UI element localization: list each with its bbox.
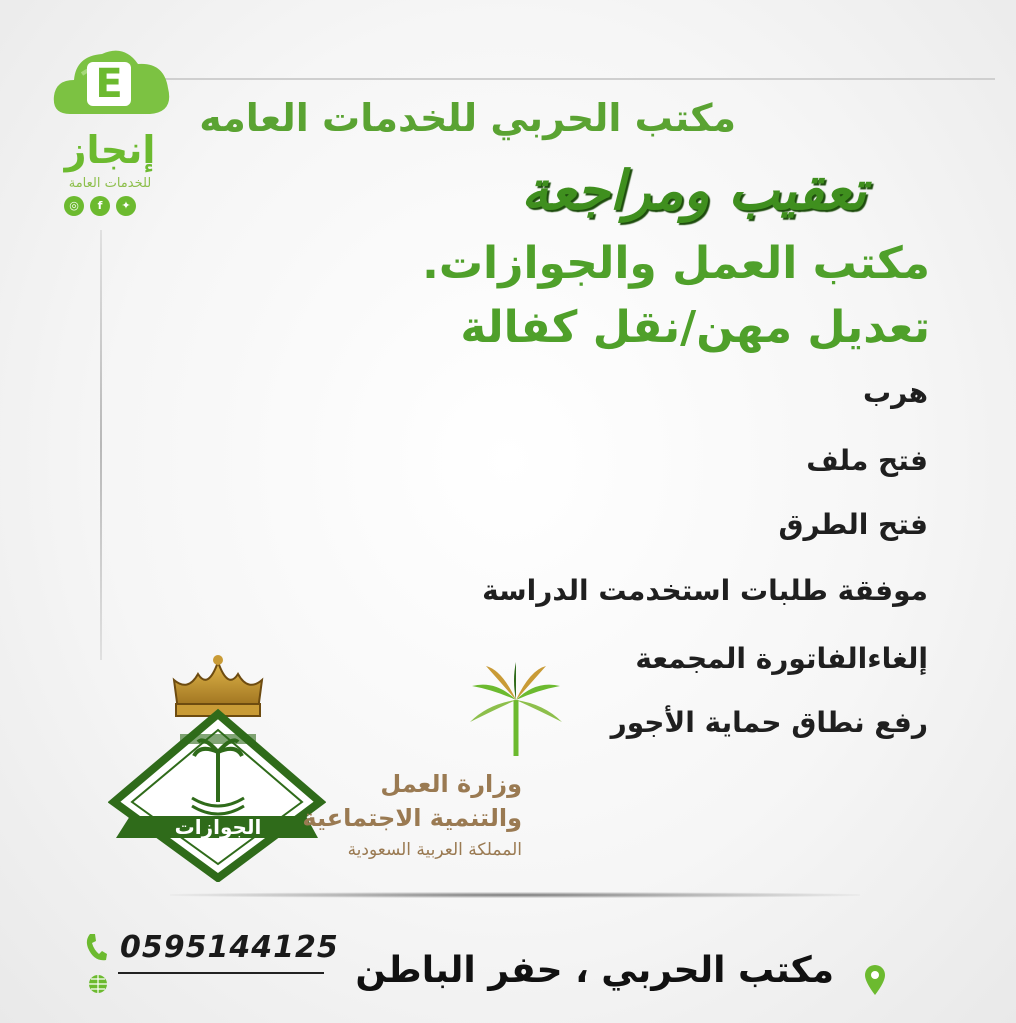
- ministry-name-line1: وزارة العمل: [380, 770, 522, 798]
- instagram-icon[interactable]: ◎: [64, 196, 84, 216]
- office-location: مكتب الحربي ، حفر الباطن: [355, 950, 834, 991]
- transfer-line: تعديل مهن/نقل كفالة: [460, 302, 930, 353]
- left-divider: [100, 230, 102, 660]
- ministry-palm-icon: [466, 660, 566, 760]
- logo-letter: E: [87, 62, 131, 106]
- ministry-name-line2: والتنمية الاجتماعية: [302, 804, 522, 832]
- facebook-icon[interactable]: f: [90, 196, 110, 216]
- phone-underline: [118, 972, 324, 974]
- service-item: فتح ملف: [806, 444, 928, 477]
- logo-subtitle: للخدمات العامة: [68, 176, 152, 191]
- phone-number[interactable]: 0595144125: [120, 930, 339, 965]
- ministry-country: المملكة العربية السعودية: [347, 840, 522, 860]
- offices-line: مكتب العمل والجوازات.: [422, 238, 930, 289]
- social-links: [64, 196, 136, 216]
- jawazat-emblem: [108, 652, 326, 882]
- twitter-icon[interactable]: ✦: [116, 196, 136, 216]
- service-subtitle: تعقيب ومراجعة: [521, 158, 866, 222]
- office-title: مكتب الحربي للخدمات العامه: [199, 96, 736, 140]
- service-item: إلغاءالفاتورة المجمعة: [635, 642, 928, 675]
- jawazat-label: الجوازات: [174, 815, 262, 839]
- top-divider: [150, 78, 995, 80]
- service-item: رفع نطاق حماية الأجور: [610, 706, 928, 739]
- phone-icon: [84, 932, 108, 962]
- service-item: فتح الطرق: [778, 508, 928, 541]
- brand-logo: [40, 30, 180, 230]
- bottom-divider: [170, 892, 860, 898]
- service-item: هرب: [863, 376, 928, 409]
- service-item: موفقة طلبات استخدمت الدراسة: [482, 574, 928, 607]
- globe-icon: [88, 974, 108, 994]
- logo-name: إنجاز: [64, 128, 156, 172]
- location-pin-icon: [864, 964, 886, 996]
